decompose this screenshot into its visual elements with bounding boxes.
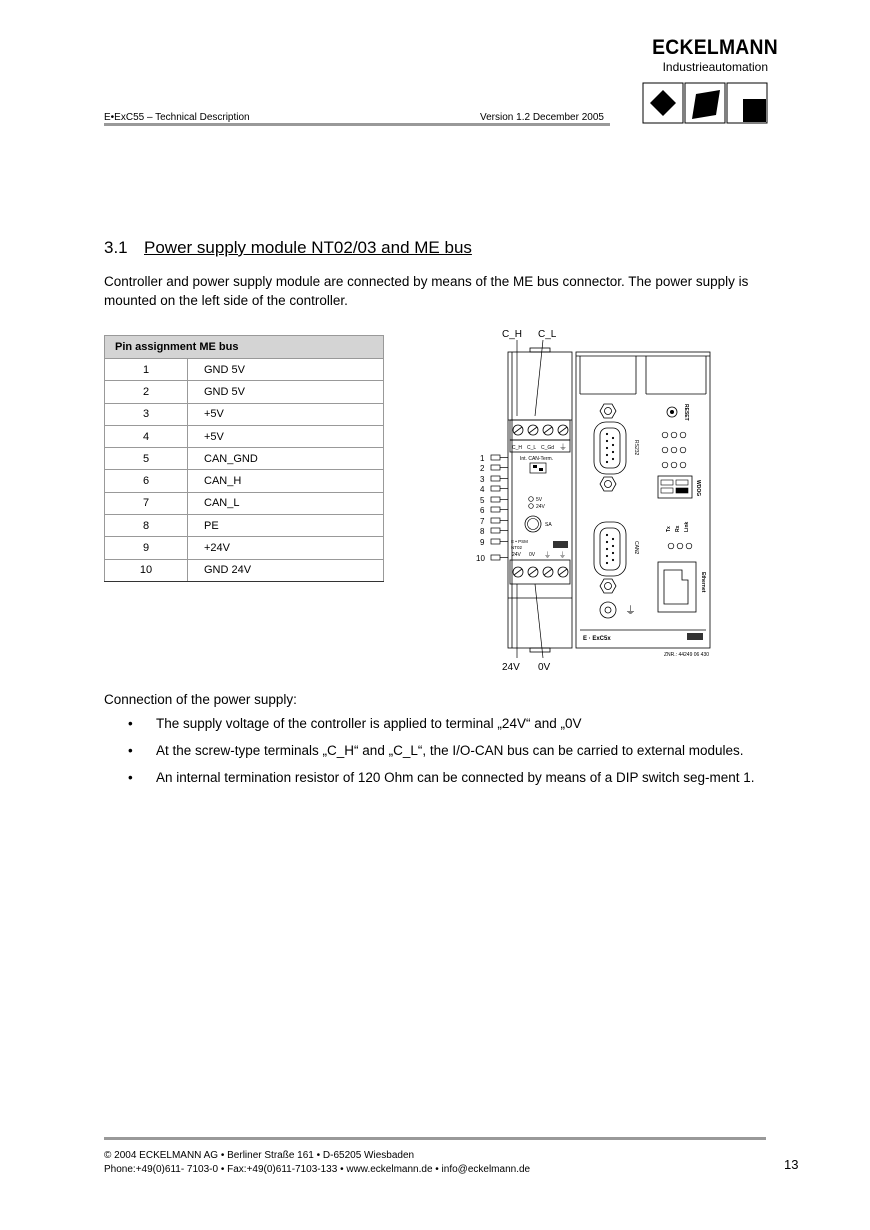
ground-jack (600, 602, 616, 618)
bullet-icon: • (128, 770, 133, 785)
bottom-screw-terminals (513, 567, 568, 577)
pin-number: 7 (105, 492, 188, 514)
znr-label: ZNR.: 44249 06 430 (664, 652, 710, 658)
dip-switch-can-term (530, 463, 546, 473)
can2-label: CAN2 (633, 541, 639, 555)
fuse-label: SA (545, 522, 552, 528)
list-item (104, 741, 764, 760)
section-number: 3.1 (104, 238, 128, 257)
pin-signal: CAN_H (188, 470, 384, 492)
ethernet-port (658, 562, 696, 612)
table-row (105, 359, 384, 381)
pin-label: 3 (480, 475, 485, 484)
led-5v (529, 497, 534, 502)
table-row (105, 470, 384, 492)
pin-label: 10 (476, 554, 485, 563)
pin-signal: GND 24V (188, 559, 384, 581)
header-divider (104, 123, 610, 126)
led-24v-label: 24V (536, 504, 545, 510)
ground-symbol-top: ⏚ (559, 443, 567, 452)
list-item (104, 768, 764, 787)
pin-label: 4 (480, 485, 485, 494)
list-item-text: At the screw-type terminals „C_H“ and „C_L“, the I/O-CAN bus can be carried to external modules. (156, 743, 744, 758)
module-logo (553, 541, 568, 548)
pin-label: 6 (480, 506, 485, 515)
pin-assignment-table (104, 335, 384, 582)
table-row (105, 537, 384, 559)
ground-symbol-bottom-1: ⏚ (544, 552, 551, 559)
pin-signal: +24V (188, 537, 384, 559)
led-24v (529, 504, 534, 509)
rs232-connector (594, 404, 626, 491)
led-tx (668, 543, 674, 549)
wdog-label: WDOG (695, 480, 701, 497)
controller-name: E · ExC5x (583, 636, 611, 642)
header-doc-title: E•ExC55 – Technical Description (104, 112, 250, 123)
status-leds (662, 432, 686, 468)
terminal-label-0v: 0V (529, 552, 536, 558)
table-row (105, 515, 384, 537)
link-label: Link (684, 521, 690, 532)
pin-label: 5 (480, 496, 485, 505)
pin-number: 9 (105, 537, 188, 559)
pin-table-header: Pin assignment ME bus (105, 336, 384, 359)
led-link (686, 543, 692, 549)
top-screw-terminals (513, 425, 568, 435)
pin-label: 7 (480, 517, 485, 526)
label-24v: 24V (502, 662, 520, 673)
pin-signal: CAN_L (188, 492, 384, 514)
controller-logo (687, 633, 703, 640)
terminal-label-c-h: C_H (512, 445, 523, 451)
pin-label: 2 (480, 464, 485, 473)
table-row (105, 448, 384, 470)
table-row (105, 403, 384, 425)
section-intro: Controller and power supply module are connected by means of the ME bus connector. The power supply is mounted on the left side of the controller. (104, 274, 749, 308)
me-bus-pins (476, 454, 485, 563)
page-number: 13 (784, 1157, 799, 1172)
section-heading (104, 238, 472, 258)
label-0v: 0V (538, 662, 551, 673)
label-c-h: C_H (502, 329, 523, 340)
rx-label: Rx (675, 525, 681, 532)
footer-divider (104, 1137, 766, 1140)
terminal-label-24v: 24V (512, 552, 521, 558)
list-item-text: The supply voltage of the controller is applied to terminal „24V“ and „0V (156, 716, 582, 731)
controller-module (576, 352, 710, 648)
reset-label: RESET (683, 404, 689, 421)
rs232-label: RS232 (633, 440, 639, 456)
tx-label: Tx (666, 526, 672, 532)
pin-label: 9 (480, 538, 485, 547)
ground-jack-symbol: ⏚ (625, 605, 636, 617)
terminal-label-c-l: C_L (527, 445, 537, 451)
pin-number: 1 (105, 359, 188, 381)
connection-heading: Connection of the power supply: (104, 692, 297, 707)
pin-number: 6 (105, 470, 188, 492)
table-row (105, 425, 384, 447)
footer-contact: Phone:+49(0)611- 7103-0 • Fax:+49(0)611-7103-133 • www.eckelmann.de • info@eckelmann.de (104, 1164, 531, 1175)
footer-address: © 2004 ECKELMANN AG • Berliner Straße 161 • D-65205 Wiesbaden (104, 1150, 415, 1161)
brand-subtitle: Industrieautomation (662, 60, 768, 74)
terminal-label-c-gd: C_Gd (541, 445, 555, 451)
pin-signal: PE (188, 515, 384, 537)
brand-block (642, 36, 779, 74)
pin-label: 8 (480, 527, 485, 536)
list-item-text: An internal termination resistor of 120 Ohm can be connected by means of a DIP switch seg-ment 1. (156, 770, 755, 785)
brand-logo (642, 82, 768, 124)
brand-name: ECKELMANN (652, 36, 779, 59)
pin-number: 2 (105, 381, 188, 403)
pin-signal: +5V (188, 425, 384, 447)
pin-number: 3 (105, 403, 188, 425)
led-rx (677, 543, 683, 549)
bullet-icon: • (128, 743, 133, 758)
pin-number: 5 (105, 448, 188, 470)
pin-signal: GND 5V (188, 359, 384, 381)
pin-signal: GND 5V (188, 381, 384, 403)
label-c-l: C_L (538, 329, 557, 340)
header-version: Version 1.2 December 2005 (480, 112, 604, 123)
table-row (105, 492, 384, 514)
can2-connector (594, 522, 626, 593)
module-name: E • PSM (511, 539, 528, 544)
module-type: NT02 (511, 545, 523, 550)
list-item (104, 714, 764, 733)
pin-signal: CAN_GND (188, 448, 384, 470)
pin-number: 4 (105, 425, 188, 447)
pin-number: 10 (105, 559, 188, 581)
table-row (105, 381, 384, 403)
ground-symbol-bottom-2: ⏚ (559, 552, 566, 559)
ethernet-label: Ethernet (700, 572, 706, 593)
table-row (105, 559, 384, 581)
can-term-label: Int. CAN-Term. (520, 456, 554, 462)
bullet-icon: • (128, 716, 133, 731)
section-title: Power supply module NT02/03 and ME bus (144, 238, 472, 257)
device-diagram (470, 320, 720, 676)
wdog-switch (658, 476, 692, 498)
connection-list (104, 714, 764, 795)
pin-label: 1 (480, 454, 485, 463)
led-5v-label: 5V (536, 497, 543, 503)
pin-number: 8 (105, 515, 188, 537)
pin-signal: +5V (188, 403, 384, 425)
